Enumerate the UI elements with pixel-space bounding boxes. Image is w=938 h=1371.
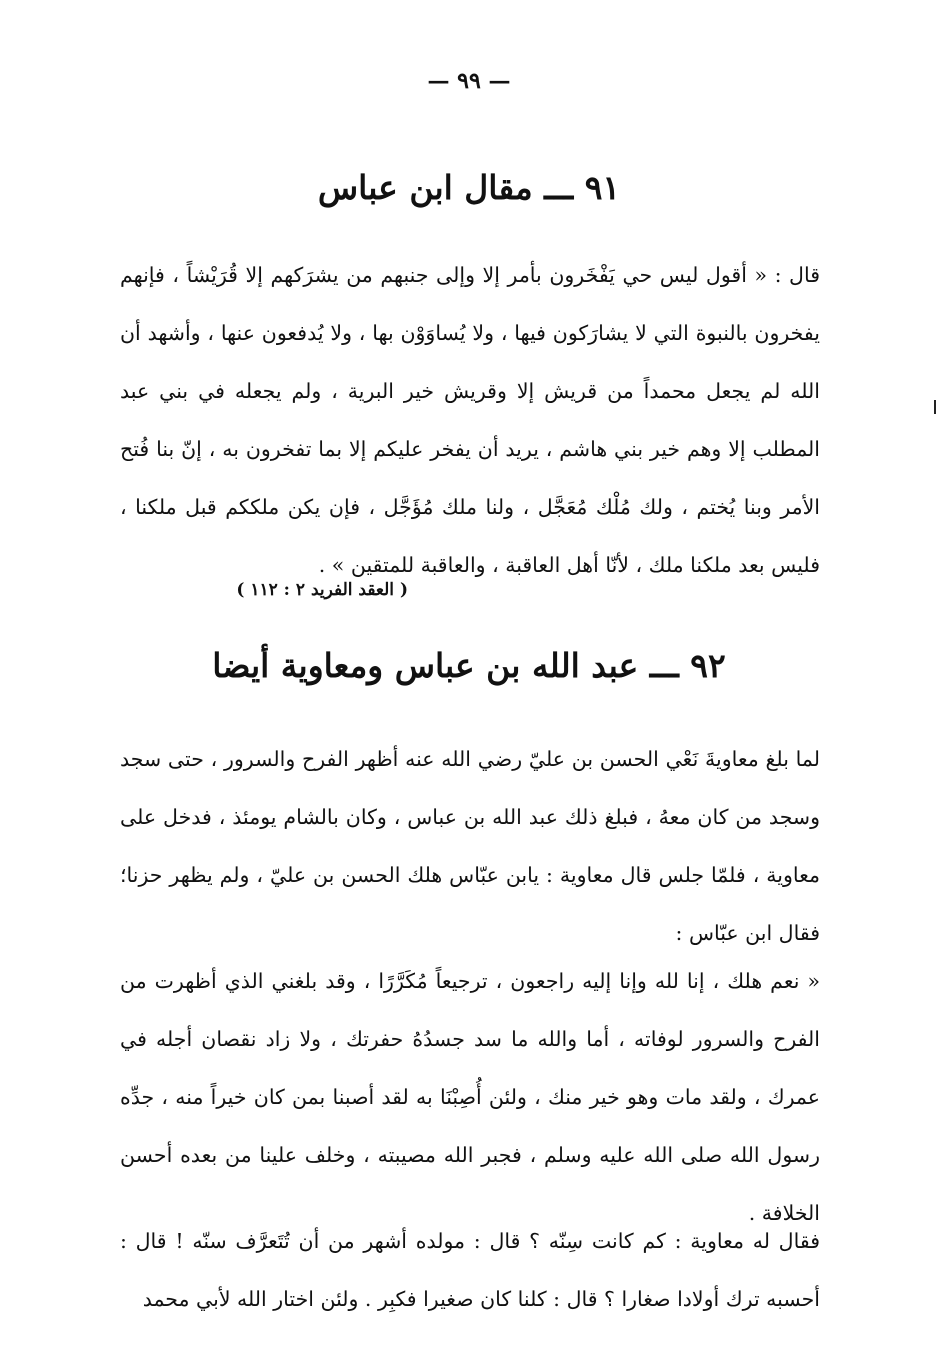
- section-92-paragraph-3: فقال له معاوية : كم كانت سِنّه ؟ قال : مولده أشهر من أن تُتَعرَّف سنّه ! قال : أحسبه ترك أولادا صغارا ؟ قال : كلنا كان صغيرا فكبِر . ولئن اختار الله لأبي محمد: [120, 1229, 820, 1311]
- page-edge-mark: [934, 400, 936, 414]
- section-91-paragraph: قال : « أقول ليس حي يَفْخَرون بأمر إلا وإلى جنبهم من يشرَكهم إلا قُرَيْشاً ، فإنهم يفخرون بالنبوة التي لا يشارَكون فيها ، ولا يُساوَوْن بها ، ولا يُدفعون عنها ، وأشهد أن الله لم يجعل محمداً من قريش إلا وقريش خير البرية ، ولم يجعله في بني عبد المطلب إلا وهم خير بني هاشم ، يريد أن يفخر عليكم إلا بما تفخرون به ، إنّ بنا فُتح الأمر وبنا يُختم ، ولك مُلْك مُعَجَّل ، ولنا ملك مُؤَجَّل ، فإن يكن ملككم قبل ملكنا ، فليس بعد ملكنا ملك ، لأنّا أهل العاقبة ، والعاقبة للمتقين » .: [120, 263, 820, 577]
- section-92-body-2: [120, 952, 820, 1242]
- section-92-paragraph-1: لما بلغ معاويةَ نَعْي الحسن بن عليّ رضي الله عنه أظهر الفرح والسرور ، حتى سجد وسجد من كان معهُ ، فبلغ ذلك عبد الله بن عباس ، وكان بالشام يومئذ ، فدخل على معاوية ، فلمّا جلس قال معاوية : يابن عبّاس هلك الحسن بن عليّ ، ولم يظهر حزنا؛ فقال ابن عبّاس :: [120, 747, 820, 945]
- section-title-92: ٩٢ ـــ عبد الله بن عباس ومعاوية أيضا: [212, 646, 726, 685]
- section-91-body: [120, 246, 820, 594]
- page-number: — ٩٩ —: [427, 68, 511, 94]
- section-92-body-3: [120, 1212, 820, 1328]
- section-92-paragraph-2: « نعم هلك ، إنا لله وإنا إليه راجعون ، ترجيعاً مُكَرَّرًا ، وقد بلغني الذي أظهرت من الفرح والسرور لوفاته ، أما والله ما سد جسدُهُ حفرتك ، ولا زاد نقصان أجله في عمرك ، ولقد مات وهو خير منك ، ولئن أُصِبْنَا به لقد أصبنا بمن كان خيراً منه ، جدِّه رسول الله صلى الله عليه وسلم ، فجبر الله مصيبته ، وخلف علينا من بعده أحسن الخلافة .: [120, 969, 820, 1225]
- section-title-91: ٩١ ـــ مقال ابن عباس: [317, 168, 621, 207]
- citation: ( العقد الفريد ٢ : ١١٢ ): [236, 580, 408, 600]
- section-92-body-1: [120, 730, 820, 962]
